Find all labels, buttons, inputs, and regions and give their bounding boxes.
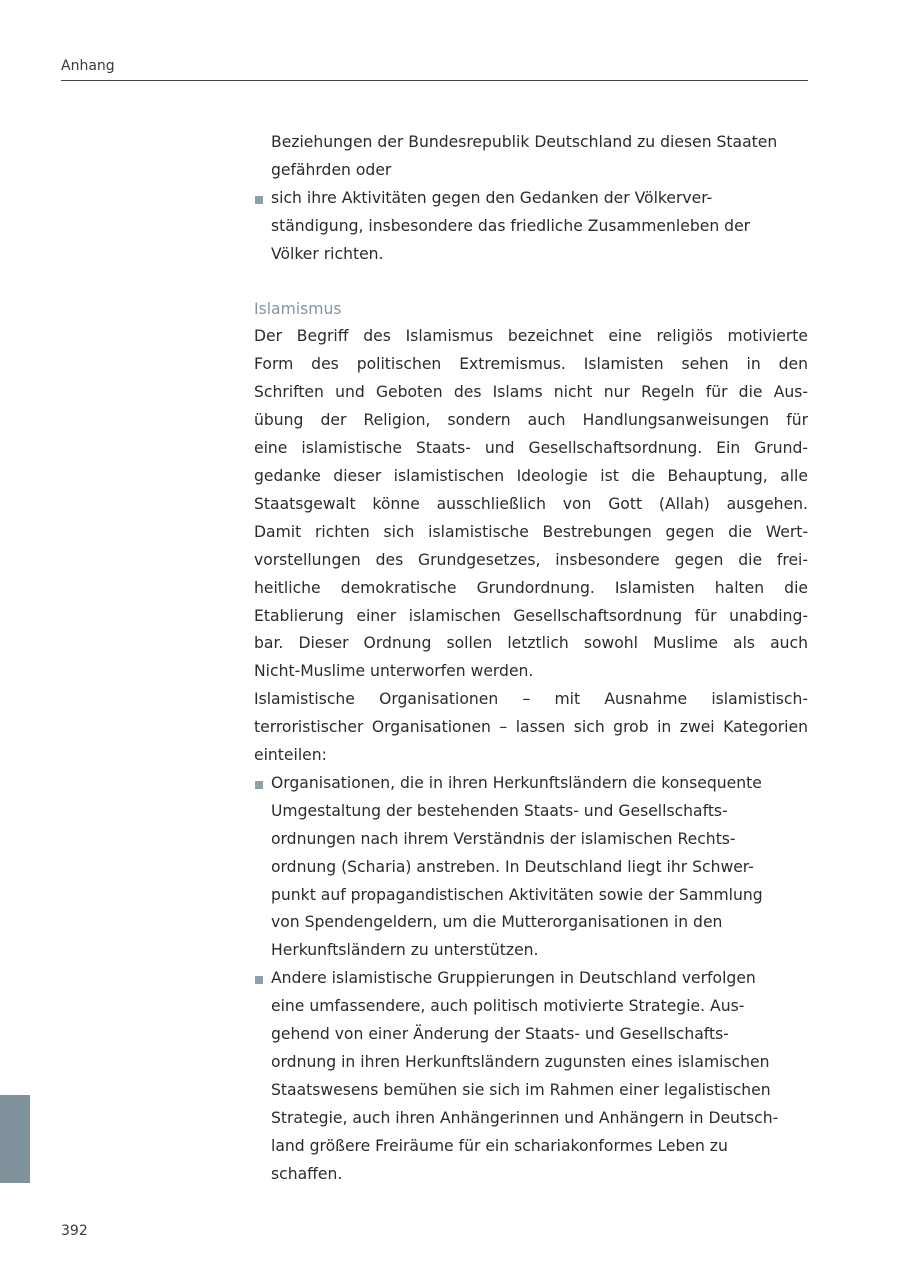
text-line: Form des politischen Extremismus. Islamisten sehen in den xyxy=(254,355,808,374)
square-bullet-icon xyxy=(255,976,263,984)
body-text xyxy=(254,129,808,1189)
text-line: gefährden oder xyxy=(271,160,392,179)
text-line: Etablierung einer islamischen Gesellschaftsordnung für unabding- xyxy=(254,606,808,625)
text-line: Nicht-Muslime unterworfen werden. xyxy=(254,662,534,681)
square-bullet-icon xyxy=(255,196,263,204)
text-line: Völker richten. xyxy=(271,244,384,263)
text-line: Umgestaltung der bestehenden Staats- und Gesellschafts- xyxy=(271,801,728,820)
running-title: Anhang xyxy=(61,58,115,74)
text-line: Damit richten sich islamistische Bestrebungen gegen die Wert- xyxy=(254,522,808,541)
section-heading: Islamismus xyxy=(254,299,342,318)
text-line: gehend von einer Änderung der Staats- und Gesellschafts- xyxy=(271,1025,729,1044)
text-line: terroristischer Organisationen – lassen sich grob in zwei Kategorien xyxy=(254,718,808,737)
paragraph-definition xyxy=(254,323,808,686)
list-item xyxy=(254,185,808,269)
list-item xyxy=(254,965,808,1188)
text-line: Schriften und Geboten des Islams nicht nur Regeln für die Aus- xyxy=(254,383,808,402)
text-line: Andere islamistische Gruppierungen in Deutschland verfolgen xyxy=(271,969,756,988)
text-line: ordnung (Scharia) anstreben. In Deutschland liegt ihr Schwer- xyxy=(271,857,754,876)
square-bullet-icon xyxy=(255,781,263,789)
text-line: Herkunftsländern zu unterstützen. xyxy=(271,941,539,960)
header-rule xyxy=(61,80,808,81)
text-line: land größere Freiräume für ein schariakonformes Leben zu xyxy=(271,1136,728,1155)
text-line: ständigung, insbesondere das friedliche Zusammenleben der xyxy=(271,216,751,235)
text-line: heitliche demokratische Grundordnung. Islamisten halten die xyxy=(254,578,808,597)
continuation-text xyxy=(254,129,808,185)
text-line: Staatsgewalt könne ausschließlich von Gott (Allah) ausgehen. xyxy=(254,494,808,513)
text-line: eine umfassendere, auch politisch motivierte Strategie. Aus- xyxy=(271,997,745,1016)
text-line: Der Begriff des Islamismus bezeichnet eine religiös motivierte xyxy=(254,327,808,346)
text-line: ordnungen nach ihrem Verständnis der islamischen Rechts- xyxy=(271,829,736,848)
text-line: vorstellungen des Grundgesetzes, insbesondere gegen die frei- xyxy=(254,550,808,569)
text-line: Organisationen, die in ihren Herkunftsländern die konsequente xyxy=(271,773,762,792)
text-line: schaffen. xyxy=(271,1164,343,1183)
text-line: Strategie, auch ihren Anhängerinnen und Anhängern in Deutsch- xyxy=(271,1108,779,1127)
text-line: Staatswesens bemühen sie sich im Rahmen einer legalistischen xyxy=(271,1080,771,1099)
spacer xyxy=(254,269,808,296)
text-line: einteilen: xyxy=(254,746,327,765)
list-item xyxy=(254,770,808,965)
text-line: ordnung in ihren Herkunftsländern zugunsten eines islamischen xyxy=(271,1053,770,1071)
text-line: eine islamistische Staats- und Gesellschaftsordnung. Ein Grund- xyxy=(254,439,808,458)
text-line: sich ihre Aktivitäten gegen den Gedanken der Völkerver- xyxy=(271,188,713,207)
text-line: übung der Religion, sondern auch Handlungsanweisungen für xyxy=(254,411,808,430)
text-line: von Spendengeldern, um die Mutterorganisationen in den xyxy=(271,913,723,932)
text-line: Islamistische Organisationen – mit Ausnahme islamistisch- xyxy=(254,690,808,709)
chapter-thumb-tab xyxy=(0,1095,30,1183)
text-line: Beziehungen der Bundesrepublik Deutschland zu diesen Staaten xyxy=(271,133,778,151)
text-line: punkt auf propagandistischen Aktivitäten sowie der Sammlung xyxy=(271,885,763,904)
paragraph-categories xyxy=(254,686,808,770)
text-line: bar. Dieser Ordnung sollen letztlich sowohl Muslime als auch xyxy=(254,634,808,653)
page-number: 392 xyxy=(61,1223,88,1239)
text-line: gedanke dieser islamistischen Ideologie ist die Behauptung, alle xyxy=(254,466,808,485)
